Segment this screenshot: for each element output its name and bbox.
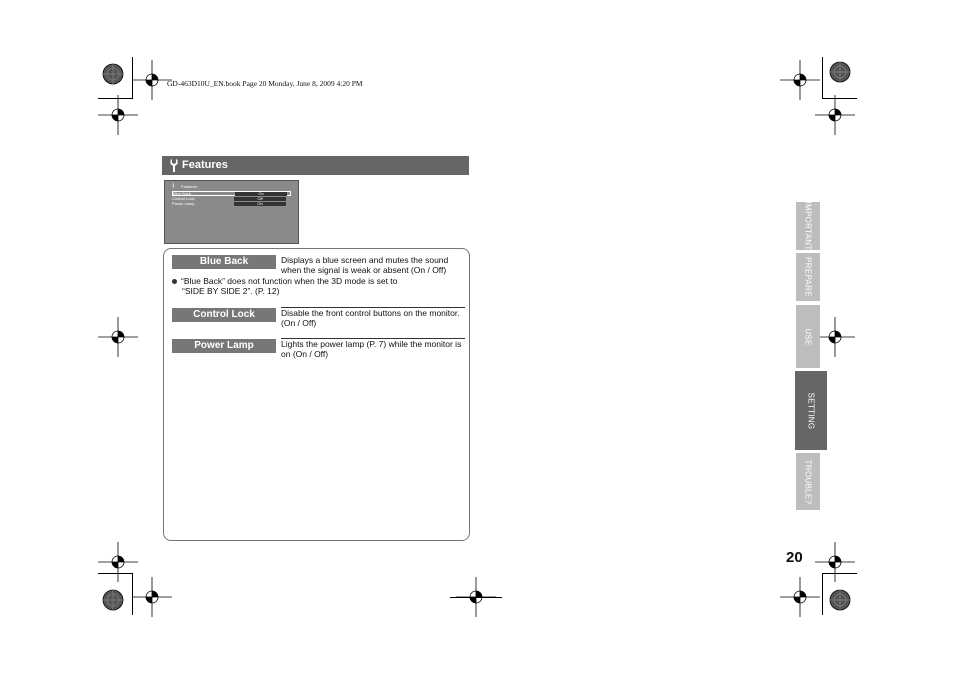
menu-title: Features <box>181 184 197 189</box>
registration-target-icon <box>780 577 820 617</box>
registration-target-icon <box>132 60 172 100</box>
note-line-1: “Blue Back” does not function when the 3D mode is set to <box>181 276 398 286</box>
tab-label: USE <box>803 327 813 346</box>
menu-screenshot <box>164 180 299 244</box>
item-description-power-lamp: Lights the power lamp (P. 7) while the monitor is on (On / Off) <box>281 339 462 359</box>
registration-disc-icon <box>101 588 125 612</box>
page-number: 20 <box>786 549 803 566</box>
note <box>172 277 397 296</box>
menu-row-value: On <box>235 192 287 196</box>
wrench-icon <box>169 159 179 172</box>
tab-trouble[interactable] <box>796 453 820 510</box>
tab-label: IMPORTANT <box>803 201 813 251</box>
registration-target-icon <box>815 542 855 582</box>
tab-use[interactable] <box>796 305 820 368</box>
registration-target-icon <box>815 317 855 357</box>
tab-important[interactable] <box>796 202 820 250</box>
item-description-blue-back: Displays a blue screen and mutes the sound when the signal is weak or absent (On / Off) <box>281 255 449 275</box>
menu-row-value: Off <box>234 197 286 201</box>
tab-label: TROUBLE? <box>803 459 813 504</box>
crop-line <box>98 98 133 99</box>
item-description-control-lock: Disable the front control buttons on the monitor. (On / Off) <box>281 308 460 328</box>
menu-title-icon: ┠ <box>172 183 175 188</box>
crop-line <box>822 573 823 615</box>
crop-line <box>132 573 133 615</box>
crop-line <box>132 57 133 99</box>
tab-label: PREPARE <box>803 257 813 297</box>
registration-disc-icon <box>828 588 852 612</box>
crop-line <box>822 98 857 99</box>
item-label-power-lamp: Power Lamp <box>172 339 276 353</box>
registration-target-icon <box>98 317 138 357</box>
menu-row-label: Blue Back <box>173 191 192 196</box>
tab-label: SETTING <box>806 392 816 429</box>
menu-row <box>172 202 291 206</box>
section-header <box>162 156 469 175</box>
crop-line <box>822 57 823 99</box>
registration-disc-icon <box>101 62 125 86</box>
registration-target-icon <box>815 95 855 135</box>
registration-target-icon <box>98 95 138 135</box>
bullet-icon <box>172 279 177 284</box>
file-info-line: GD-463D10U_EN.book Page 20 Monday, June 8, 2009 4:20 PM <box>167 79 363 88</box>
item-label-blue-back: Blue Back <box>172 255 276 269</box>
menu-row-label: Control Lock <box>172 196 195 201</box>
menu-row-value: On <box>234 202 286 206</box>
tab-setting[interactable] <box>795 371 827 450</box>
tab-prepare[interactable] <box>796 253 820 301</box>
registration-disc-icon <box>828 60 852 84</box>
note-line-2: “SIDE BY SIDE 2”. (P. 12) <box>182 285 280 296</box>
crop-line <box>822 573 857 574</box>
crop-line <box>98 573 133 574</box>
menu-row-label: Power Lamp <box>172 201 195 206</box>
registration-target-icon <box>780 60 820 100</box>
crop-line <box>450 597 502 598</box>
features-content-box <box>163 248 470 541</box>
section-title: Features <box>182 159 228 171</box>
item-label-control-lock: Control Lock <box>172 308 276 322</box>
registration-target-icon <box>132 577 172 617</box>
